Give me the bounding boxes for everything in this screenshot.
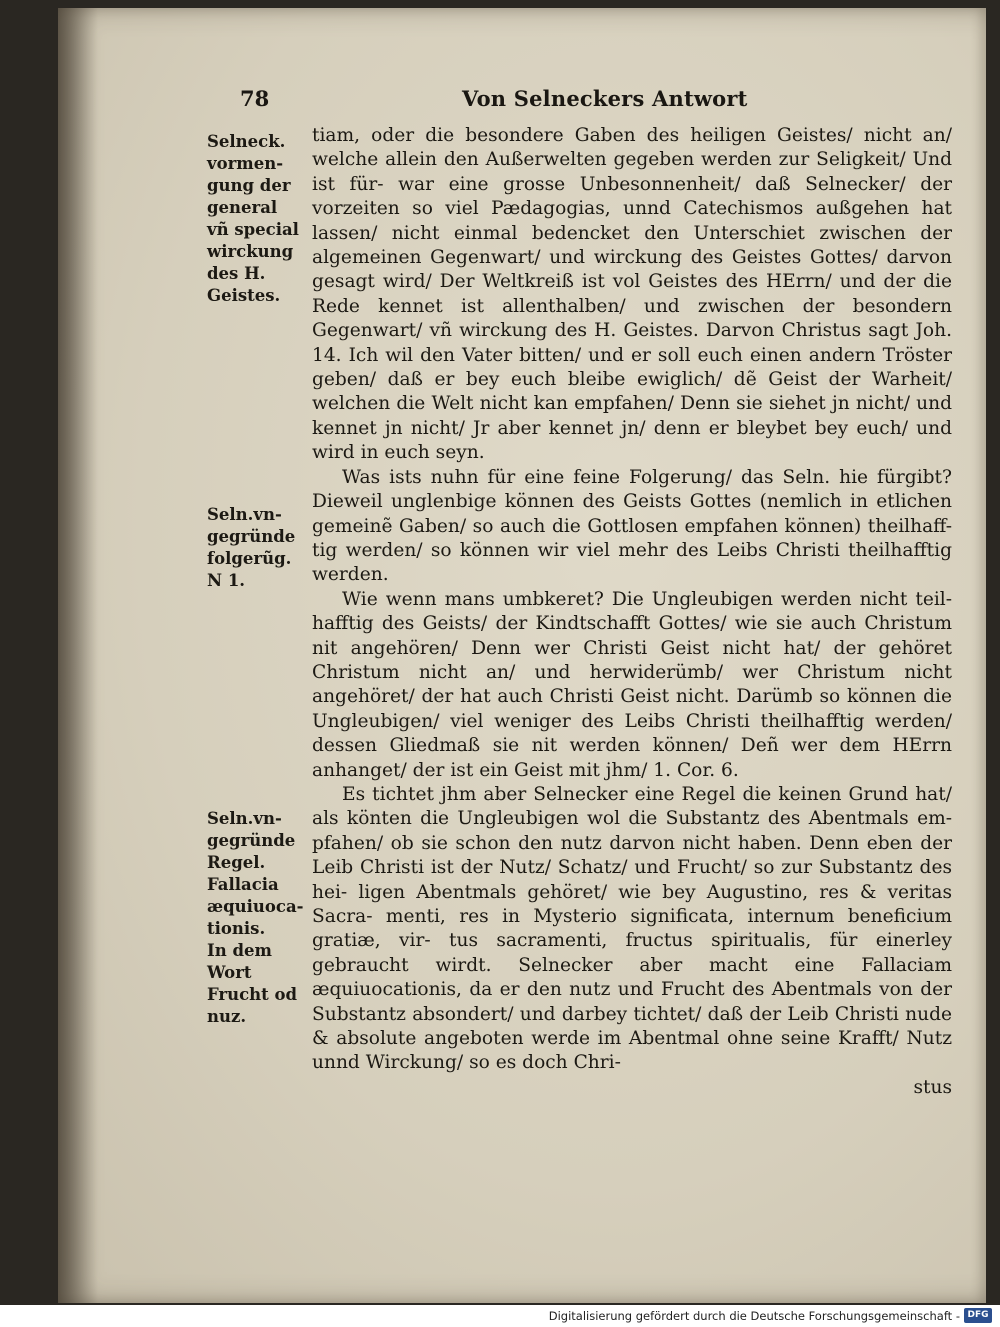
margin-note-2 — [207, 504, 307, 592]
binding-shadow — [58, 8, 98, 1303]
margin-note-line: vormen- — [207, 154, 284, 173]
paragraph: Es tichtet jhm aber Selnecker eine Regel die keinen Grund hat/ als könten die Ungleubigen wol die Substantz des Abentmals em- pfahen/ ob sie schon den nutz darvon nicht haben. Denn eben der Leib Christi ist der Nutz/ Schatz/ und Frucht/ so zur Substantz des hei- ligen Abentmals gehöret/ wie bey Augustino, res & veritas Sacra- menti, res in Mysterio significata, internum beneficium gratiæ, vir- tus sacramenti, fructus spiritualis, für einerley gebraucht wirdt. Selnecker aber macht eine Fallaciam æquiuocationis, da er den nutz und Frucht des Abentmals von der Substantz absondert/ und darbey tichtet/ daß der Leib Christi nude & absolute angeboten werde im Abentmal ohne seine Krafft/ Nutz unnd Wirckung/ so es doch Chri- — [312, 783, 952, 1074]
margin-note-line: des H. — [207, 264, 266, 283]
margin-note-line: gegründe — [207, 831, 296, 850]
page-number: 78 — [240, 86, 270, 111]
margin-note-line: æquiuoca- — [207, 897, 304, 916]
margin-note-line: In dem — [207, 941, 272, 960]
margin-note-1 — [207, 131, 307, 307]
margin-note-3 — [207, 808, 307, 1028]
margin-note-line: Fallacia — [207, 875, 279, 894]
funding-credit: Digitalisierung gefördert durch die Deutsche Forschungsgemeinschaft - — [548, 1309, 960, 1323]
margin-note-line: nuz. — [207, 1007, 247, 1026]
dfg-logo[interactable]: DFG — [964, 1308, 992, 1323]
paragraph: Was ists nuhn für eine feine Folgerung/ das Seln. hie fürgibt? Dieweil unglenbige können des Geists Gottes (nemlich in etlichen gemeinẽ Gaben/ so auch die Gottlosen empfahen können) theilhaff- tig werden/ so können wir viel mehr des Leibs Christi theilhafftig werden. — [312, 466, 952, 586]
footer-bar — [0, 1305, 1000, 1327]
paragraph: tiam, oder die besondere Gaben des heiligen Geistes/ nicht an/ welche allein den Außerwelten gegeben werden zur Seligkeit/ Und ist für- war eine grosse Unbesonnenheit/ daß Selnecker/ der vorzeiten so viel Pædagogias, unnd Catechismos außgehen hat lassen/ nicht einmal bedencket den Unterschiet zwischen der algemeinen Gegenwart/ und wirckung des Geistes Gottes/ darvon gesagt wird/ Der Weltkreiß ist vol Geistes des HErrn/ und der die Rede kennet ist allenthalben/ und zwischen der besondern Gegenwart/ vñ wirckung des H. Geistes. Darvon Christus sagt Joh. 14. Ich wil den Vater bitten/ und er soll euch einen andern Tröster geben/ daß er bey euch bleibe ewiglich/ dẽ Geist der Warheit/ welchen die Welt nicht kan empfahen/ Denn sie siehet jn nicht/ und kennet jn nicht/ Jr aber kennet jn/ denn er bleybet bey euch/ und wird in euch seyn. — [312, 125, 952, 464]
margin-note-line: Selneck. — [207, 132, 286, 151]
margin-note-line: gegründe — [207, 527, 296, 546]
margin-note-line: gung der — [207, 176, 291, 195]
margin-note-line: Seln.vn- — [207, 505, 282, 524]
body-text — [312, 124, 952, 1100]
margin-note-line: Geistes. — [207, 286, 281, 305]
catchword: stus — [913, 1076, 952, 1098]
margin-note-line: Frucht od — [207, 985, 298, 1004]
margin-note-line: general — [207, 198, 278, 217]
margin-note-line: folgerũg. — [207, 549, 292, 568]
paragraph: Wie wenn mans umbkeret? Die Ungleubigen werden nicht teil- hafftig des Geists/ der Kindtschafft Gottes/ wie sie auch Christum nit angehören/ Denn wer Christi Geist nicht hat/ der gehöret Christum nicht an/ und herwiderümb/ wer Christum nicht angehöret/ der hat auch Christi Geist nicht. Darümb so können die Ungleubigen/ viel weniger des Leibs Christi theilhafftig werden/ dessen Gliedmaß sie nit werden können/ Deñ wer dem HErrn anhanget/ der ist ein Geist mit jhm/ 1. Cor. 6. — [312, 588, 952, 781]
margin-note-line: Wort — [207, 963, 252, 982]
margin-note-line: Seln.vn- — [207, 809, 282, 828]
running-title: Von Selneckers Antwort — [462, 86, 748, 111]
margin-note-line: tionis. — [207, 919, 266, 938]
margin-note-line: wirckung — [207, 242, 294, 261]
margin-note-line: vñ special — [207, 220, 299, 239]
margin-note-line: N 1. — [207, 571, 246, 590]
margin-note-line: Regel. — [207, 853, 266, 872]
